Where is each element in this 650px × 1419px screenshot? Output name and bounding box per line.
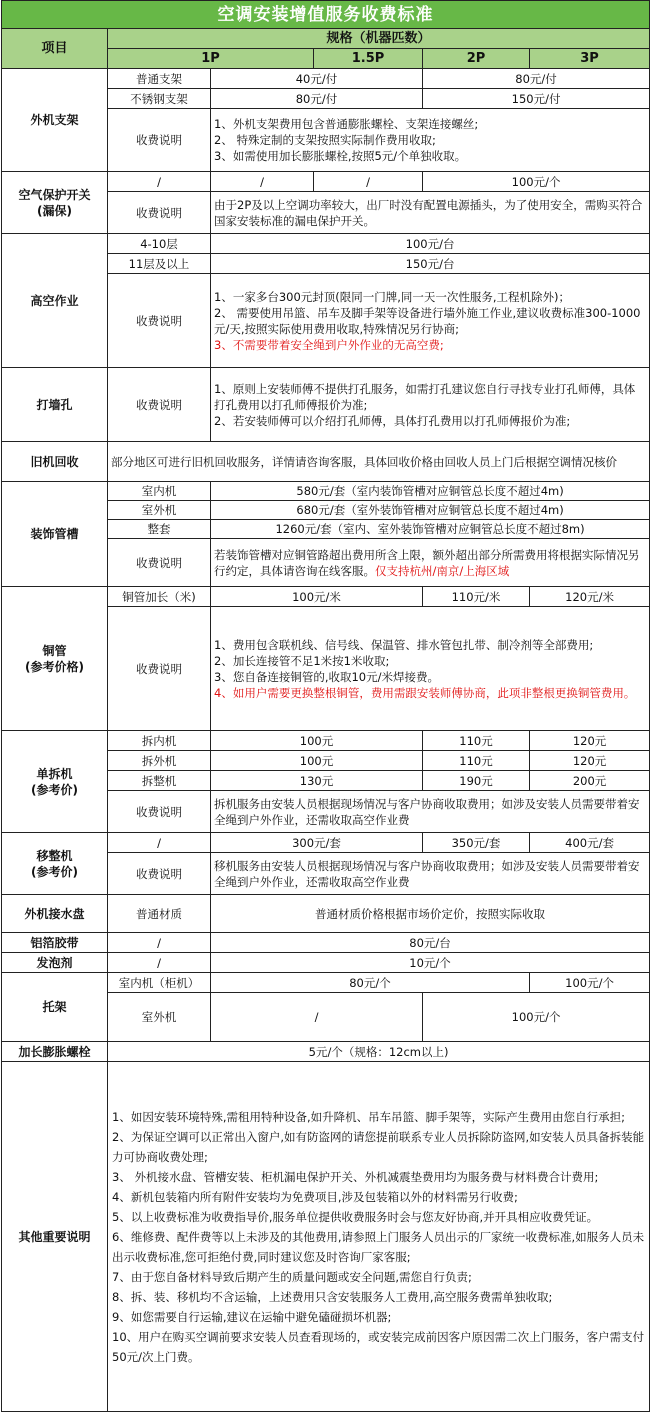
stand-indoor-label: 室内机（柜机） <box>108 973 211 993</box>
dismantle-price-c: 200元 <box>530 771 650 791</box>
recycle-name: 旧机回收 <box>2 442 108 482</box>
tray-label: 普通材质 <box>108 895 211 933</box>
drill-name: 打墙孔 <box>2 368 108 442</box>
duct-note-label: 收费说明 <box>108 539 211 587</box>
copper-note-label: 收费说明 <box>108 607 211 731</box>
note-line: 3、 外机接水盘、管槽安装、柜机漏电保护开关、外机减震垫费用均为服务费与材料费合计费用; <box>112 1169 599 1184</box>
stand-outdoor-price-a: 100元/个 <box>423 993 650 1042</box>
breaker-name <box>2 172 108 234</box>
bracket-price-small: 80元/付 <box>211 89 423 109</box>
copper-notes <box>211 607 650 731</box>
stand-name: 托架 <box>2 973 108 1042</box>
other-notes <box>108 1062 650 1412</box>
copper-price-c: 120元/米 <box>530 587 650 607</box>
breaker-note: 由于2P及以上空调功率较大，出厂时没有配置电源插头，为了使用安全，需购买符合国家安装标准的漏电保护开关。 <box>211 192 650 234</box>
note-line: 2、加长连接管不足1米按1米收取; <box>214 653 390 668</box>
bracket-row-label: 普通支架 <box>108 69 211 89</box>
dismantle-row-label: 拆外机 <box>108 751 211 771</box>
dismantle-price-b: 110元 <box>423 751 530 771</box>
move-price-c: 400元/套 <box>530 833 650 853</box>
move-slash: / <box>108 833 211 853</box>
dismantle-price-b: 110元 <box>423 731 530 751</box>
high-price: 150元/台 <box>211 254 650 274</box>
note-line: 5、以上收费标准为收费指导价,服务单位提供收费服务时会与您友好协商,并开具相应收费凭证。 <box>112 1209 599 1224</box>
copper-title: 铜管 <box>42 643 67 658</box>
note-line: 2、 特殊定制的支架按照实际制作费用收取; <box>214 133 436 147</box>
high-price: 100元/台 <box>211 234 650 254</box>
recycle-note: 部分地区可进行旧机回收服务，详情请咨询客服，具体回收价格由回收人员上门后根据空调情况核价 <box>108 442 650 482</box>
foam-price: 10元/个 <box>211 953 650 973</box>
drill-note-label: 收费说明 <box>108 368 211 442</box>
note-line: 2、 需要使用吊篮、吊车及脚手架等设备进行墙外施工作业,建议收费标准300-1000元/天,按照实际使用费用收取,特殊情况另行协商; <box>214 305 641 336</box>
copper-price-a: 100元/米 <box>211 587 423 607</box>
bracket-note-label: 收费说明 <box>108 109 211 172</box>
dismantle-note-label: 收费说明 <box>108 791 211 833</box>
tape-name: 铝箔胶带 <box>2 933 108 953</box>
bracket-notes <box>211 109 650 172</box>
bracket-price-large: 80元/付 <box>423 69 650 89</box>
stand-outdoor-slash: / <box>211 993 423 1042</box>
dismantle-note: 拆机服务由安装人员根据现场情况与客户协商收取费用；如涉及安装人员需要带着安全绳到户外作业，还需收取高空作业费 <box>211 791 650 833</box>
header-1p: 1P <box>108 49 314 69</box>
duct-row-label: 室内机 <box>108 482 211 501</box>
breaker-price: 100元/个 <box>423 172 650 192</box>
duct-note-region: 仅支持杭州/南京/上海区域 <box>375 563 510 578</box>
note-line: 1、如因安装环境特殊,需租用特种设备,如升降机、吊车吊篮、脚手架等，实际产生费用由您自行承担; <box>112 1109 625 1124</box>
note-line: 1、原则上安装师傅不提供打孔服务，如需打孔建议您自行寻找专业打孔师傅，具体打孔费用以打孔师傅报价为准; <box>214 381 636 412</box>
bracket-price-large: 150元/付 <box>423 89 650 109</box>
dismantle-price-b: 190元 <box>423 771 530 791</box>
dismantle-row-label: 拆内机 <box>108 731 211 751</box>
dismantle-price-a: 130元 <box>211 771 423 791</box>
tray-price: 普通材质价格根据市场价定价，按照实际收取 <box>211 895 650 933</box>
bracket-row-label: 不锈钢支架 <box>108 89 211 109</box>
breaker-title: 空气保护开关 <box>18 187 91 202</box>
duct-name: 装饰管槽 <box>2 482 108 587</box>
dismantle-name <box>2 731 108 833</box>
note-line: 2、为保证空调可以正常出入窗户,如有防盗网的请您提前联系专业人员拆除防盗网,如安装人员具备拆装能力可协商收费处理; <box>112 1129 645 1164</box>
note-line-warning: 4、如用户需要更换整根铜管，费用需跟安装师傅协商，此项非整根更换铜管费用。 <box>214 685 636 700</box>
move-title: 移整机 <box>36 848 73 863</box>
stand-outdoor-label: 室外机 <box>108 993 211 1042</box>
breaker-slash: / <box>211 172 314 192</box>
breaker-subtitle: (漏保) <box>37 203 72 218</box>
high-notes <box>211 274 650 368</box>
breaker-slash: / <box>314 172 423 192</box>
duct-price: 680元/套（室外装饰管槽对应铜管总长度不超过4m) <box>211 501 650 520</box>
high-row-label: 11层及以上 <box>108 254 211 274</box>
tape-price: 80元/台 <box>211 933 650 953</box>
move-name <box>2 833 108 895</box>
copper-row-label: 铜管加长（米) <box>108 587 211 607</box>
header-2p: 2P <box>423 49 530 69</box>
note-line: 7、由于您自备材料导致后期产生的质量问题或安全问题,需您自行负责; <box>112 1269 472 1284</box>
foam-name: 发泡剂 <box>2 953 108 973</box>
note-line: 1、一家多台300元封顶(限同一门牌,同一天一次性服务,工程机除外)； <box>214 289 571 304</box>
bolt-name: 加长膨胀螺栓 <box>2 1042 108 1062</box>
dismantle-price-a: 100元 <box>211 731 423 751</box>
note-line: 1、费用包含联机线、信号线、保温管、排水管包扎带、制冷剂等全部费用; <box>214 637 594 652</box>
dismantle-price-c: 120元 <box>530 731 650 751</box>
breaker-slash: / <box>108 172 211 192</box>
high-name: 高空作业 <box>2 234 108 368</box>
copper-name <box>2 587 108 731</box>
header-spec: 规格（机器匹数） <box>108 29 650 49</box>
bolt-price: 5元/个（规格：12cm以上) <box>108 1042 650 1062</box>
note-line: 8、拆、装、移机均不含运输，上述费用只含安装服务人工费用,高空服务费需单独收取; <box>112 1289 553 1304</box>
move-note: 移机服务由安装人员根据现场情况与客户协商收取费用；如涉及安装人员需要带着安全绳到户外作业，还需收取高空作业费 <box>211 853 650 895</box>
dismantle-row-label: 拆整机 <box>108 771 211 791</box>
duct-price: 580元/套（室内装饰管槽对应铜管总长度不超过4m) <box>211 482 650 501</box>
breaker-note-label: 收费说明 <box>108 192 211 234</box>
drill-notes <box>211 368 650 442</box>
header-1-5p: 1.5P <box>314 49 423 69</box>
copper-price-b: 110元/米 <box>423 587 530 607</box>
dismantle-title: 单拆机 <box>36 766 73 781</box>
duct-note-text: 若装饰管槽对应铜管路超出费用所含上限，额外超出部分所需费用将根据实际情况另行约定，具体请咨询在线客服。 <box>214 547 640 578</box>
pricing-table <box>1 0 650 1412</box>
note-line: 4、新机包装箱内所有附件安装均为免费项目,涉及包装箱以外的材料需另行收费; <box>112 1189 518 1204</box>
header-item: 项目 <box>2 29 108 69</box>
move-subtitle: (参考价) <box>31 864 78 879</box>
duct-note <box>211 539 650 587</box>
note-line: 3、如需使用加长膨胀螺栓,按照5元/个单独收取。 <box>214 149 467 163</box>
header-3p: 3P <box>530 49 650 69</box>
foam-slash: / <box>108 953 211 973</box>
move-note-label: 收费说明 <box>108 853 211 895</box>
duct-price: 1260元/套（室内、室外装饰管槽对应铜管总长度不超过8m) <box>211 520 650 539</box>
high-row-label: 4-10层 <box>108 234 211 254</box>
high-note-label: 收费说明 <box>108 274 211 368</box>
dismantle-price-a: 100元 <box>211 751 423 771</box>
tape-slash: / <box>108 933 211 953</box>
duct-row-label: 整套 <box>108 520 211 539</box>
note-line: 1、外机支架费用包含普通膨胀螺栓、支架连接螺丝; <box>214 117 479 131</box>
stand-indoor-price-a: 80元/个 <box>211 973 530 993</box>
copper-subtitle: (参考价格) <box>25 659 84 674</box>
bracket-price-small: 40元/付 <box>211 69 423 89</box>
move-price-b: 350元/套 <box>423 833 530 853</box>
note-line: 9、如您需要自行运输,建议在运输中避免磕碰损坏机器; <box>112 1309 392 1324</box>
stand-indoor-price-b: 100元/个 <box>530 973 650 993</box>
other-name: 其他重要说明 <box>2 1062 108 1412</box>
note-line: 2、若安装师傅可以介绍打孔师傅，具体打孔费用以打孔师傅报价为准; <box>214 413 571 428</box>
note-line-warning: 3、不需要带着安全绳到户外作业的无高空费; <box>214 337 444 352</box>
dismantle-price-c: 120元 <box>530 751 650 771</box>
bracket-name: 外机支架 <box>2 69 108 172</box>
tray-name: 外机接水盘 <box>2 895 108 933</box>
move-price-a: 300元/套 <box>211 833 423 853</box>
note-line: 10、用户在购买空调前要求安装人员查看现场的，或安装完成前因客户原因需二次上门服务，客户需支付50元/次上门费。 <box>112 1329 645 1364</box>
note-line: 3、您自备连接铜管的,收取10元/米焊接费。 <box>214 669 439 684</box>
duct-row-label: 室外机 <box>108 501 211 520</box>
dismantle-subtitle: (参考价) <box>31 782 78 797</box>
page-title: 空调安装增值服务收费标准 <box>2 1 650 29</box>
note-line: 6、维修费、配件费等以上未涉及的其他费用,请参照上门服务人员出示的厂家统一收费标准,如服务人员未出示收费标准,您可拒绝付费,同时建议您及时咨询厂家客服; <box>112 1229 645 1264</box>
